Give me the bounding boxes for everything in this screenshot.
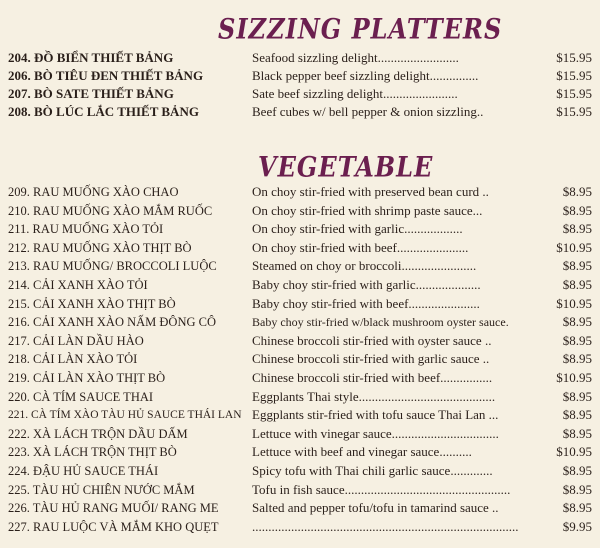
item-name: 210. RAU MUỐNG XÀO MẮM RUỐC — [8, 203, 213, 218]
item-name: 213. RAU MUỐNG/ BROCCOLI LUỘC — [8, 259, 217, 274]
item-price: $8.95 — [562, 221, 592, 237]
item-name: 225. TÀU HỦ CHIÊN NƯỚC MẮM — [8, 482, 195, 497]
item-description: On choy stir-fried with beef...................... — [252, 239, 469, 255]
item-description: On choy stir-fried with preserved bean curd .. — [252, 184, 489, 199]
item-price: $8.95 — [562, 351, 592, 367]
menu-item — [0, 406, 600, 425]
item-description: On choy stir-fried with garlic.................. — [252, 221, 463, 237]
menu-item — [0, 295, 600, 314]
item-name: 209. RAU MUỐNG XÀO CHAO — [8, 185, 179, 199]
item-name: 219. CẢI LÀN XÀO THỊT BÒ — [8, 370, 166, 385]
menu-item — [0, 350, 600, 369]
item-price: $15.95 — [556, 104, 592, 119]
menu-item — [0, 313, 600, 332]
item-description: Chinese broccoli stir-fried with garlic sauce .. — [252, 351, 490, 367]
item-description: Eggplants Thai style.......................................... — [252, 388, 496, 404]
item-description: On choy stir-fried with shrimp paste sauce... — [252, 202, 483, 218]
item-name: 221. CÀ TÍM XÀO TÀU HỦ SAUCE THÁI LAN — [8, 409, 242, 422]
menu-item — [0, 388, 600, 407]
item-price: $10.95 — [556, 369, 592, 385]
item-description: Beef cubes w/ bell pepper & onion sizzling.. — [252, 104, 484, 119]
sizzling-platters-list — [0, 49, 600, 121]
item-price: $8.95 — [562, 388, 592, 404]
menu-item — [0, 183, 600, 202]
item-description: Salted and pepper tofu/tofu in tamarind sauce .. — [252, 500, 499, 516]
menu-item — [0, 85, 600, 103]
item-price: $8.95 — [562, 425, 592, 441]
menu-item — [0, 276, 600, 295]
menu-item — [0, 481, 600, 500]
item-description: Black pepper beef sizzling delight............... — [252, 68, 479, 83]
item-name: 218. CẢI LÀN XÀO TỎI — [8, 352, 138, 367]
item-price: $10.95 — [556, 295, 592, 311]
item-description: Sate beef sizzling delight....................... — [252, 86, 458, 101]
item-description: Lettuce with vinegar sauce................................. — [252, 425, 499, 441]
item-price: $15.95 — [556, 86, 592, 101]
item-name: 226. TÀU HỦ RANG MUỐI/ RANG ME — [8, 501, 219, 516]
vegetable-list — [0, 183, 600, 536]
item-price: $8.95 — [562, 258, 592, 274]
item-name: 223. XÀ LÁCH TRỘN THỊT BÒ — [8, 445, 177, 460]
item-price: $8.95 — [562, 202, 592, 218]
item-price: $8.95 — [562, 481, 592, 497]
section-title-sizzling-platters: SIZZING PLATTERS — [218, 12, 503, 46]
item-name: 207. BÒ SATE THIẾT BẢNG — [8, 86, 174, 101]
item-price: $8.95 — [562, 314, 592, 330]
menu-item — [0, 462, 600, 481]
item-price: $10.95 — [556, 444, 592, 460]
item-name: 227. RAU LUỘC VÀ MẮM KHO QUẸT — [8, 519, 219, 534]
menu-item — [0, 499, 600, 518]
menu-item — [0, 425, 600, 444]
item-description: Baby choy stir-fried with beef...................... — [252, 295, 480, 311]
item-price: $8.95 — [562, 276, 592, 292]
item-price: $15.95 — [556, 50, 592, 65]
menu-item — [0, 103, 600, 121]
item-description: Chinese broccoli stir-fried with beef................ — [252, 369, 493, 385]
item-description: Chinese broccoli stir-fried with oyster sauce .. — [252, 332, 492, 348]
item-price: $8.95 — [562, 407, 592, 423]
item-price: $8.95 — [562, 500, 592, 516]
item-price: $10.95 — [556, 239, 592, 255]
item-price: $8.95 — [562, 332, 592, 348]
item-description: Tofu in fish sauce................................................... — [252, 481, 511, 497]
menu-item — [0, 369, 600, 388]
item-name: 208. BÒ LÚC LẮC THIẾT BẢNG — [8, 104, 199, 119]
item-description: Baby choy stir-fried w/black mushroom oyster sauce. — [252, 315, 509, 330]
item-name: 212. RAU MUỐNG XÀO THỊT BÒ — [8, 240, 192, 255]
item-name: 206. BÒ TIÊU ĐEN THIẾT BẢNG — [8, 68, 204, 83]
item-description: Steamed on choy or broccoli....................... — [252, 258, 477, 274]
item-name: 204. ĐỒ BIỂN THIẾT BẢNG — [8, 50, 174, 65]
item-description: Lettuce with beef and vinegar sauce.......... — [252, 444, 472, 460]
menu-item — [0, 239, 600, 258]
menu-item — [0, 202, 600, 221]
menu-item — [0, 332, 600, 351]
item-name: 211. RAU MUỐNG XÀO TỎI — [8, 222, 164, 237]
item-price: $8.95 — [562, 462, 592, 478]
item-description: Baby choy stir-fried with garlic.................... — [252, 276, 481, 292]
item-name: 224. ĐẬU HỦ SAUCE THÁI — [8, 463, 159, 478]
menu-item — [0, 49, 600, 67]
item-description: Eggplants stir-fried with tofu sauce Thai Lan ... — [252, 407, 499, 423]
item-price: $15.95 — [556, 68, 592, 83]
item-name: 222. XÀ LÁCH TRỘN DẦU DẤM — [8, 426, 188, 441]
item-name: 216. CẢI XANH XÀO NẤM ĐÔNG CÔ — [8, 315, 216, 330]
menu-item — [0, 257, 600, 276]
item-name: 214. CẢI XANH XÀO TỎI — [8, 277, 148, 292]
menu-item — [0, 518, 600, 537]
item-description: Seafood sizzling delight......................... — [252, 50, 459, 65]
item-price: $8.95 — [562, 184, 592, 199]
item-description: Spicy tofu with Thai chili garlic sauce............. — [252, 462, 493, 478]
menu-item — [0, 220, 600, 239]
menu-item — [0, 67, 600, 85]
item-name: 217. CẢI LÀN DẦU HÀO — [8, 333, 144, 348]
item-name: 220. CÀ TÍM SAUCE THAI — [8, 389, 154, 404]
item-description: .................................................................................. — [252, 518, 519, 534]
item-name: 215. CẢI XANH XÀO THỊT BÒ — [8, 296, 176, 311]
item-price: $9.95 — [562, 518, 592, 534]
menu-item — [0, 443, 600, 462]
section-title-vegetable: VEGETABLE — [258, 150, 434, 184]
